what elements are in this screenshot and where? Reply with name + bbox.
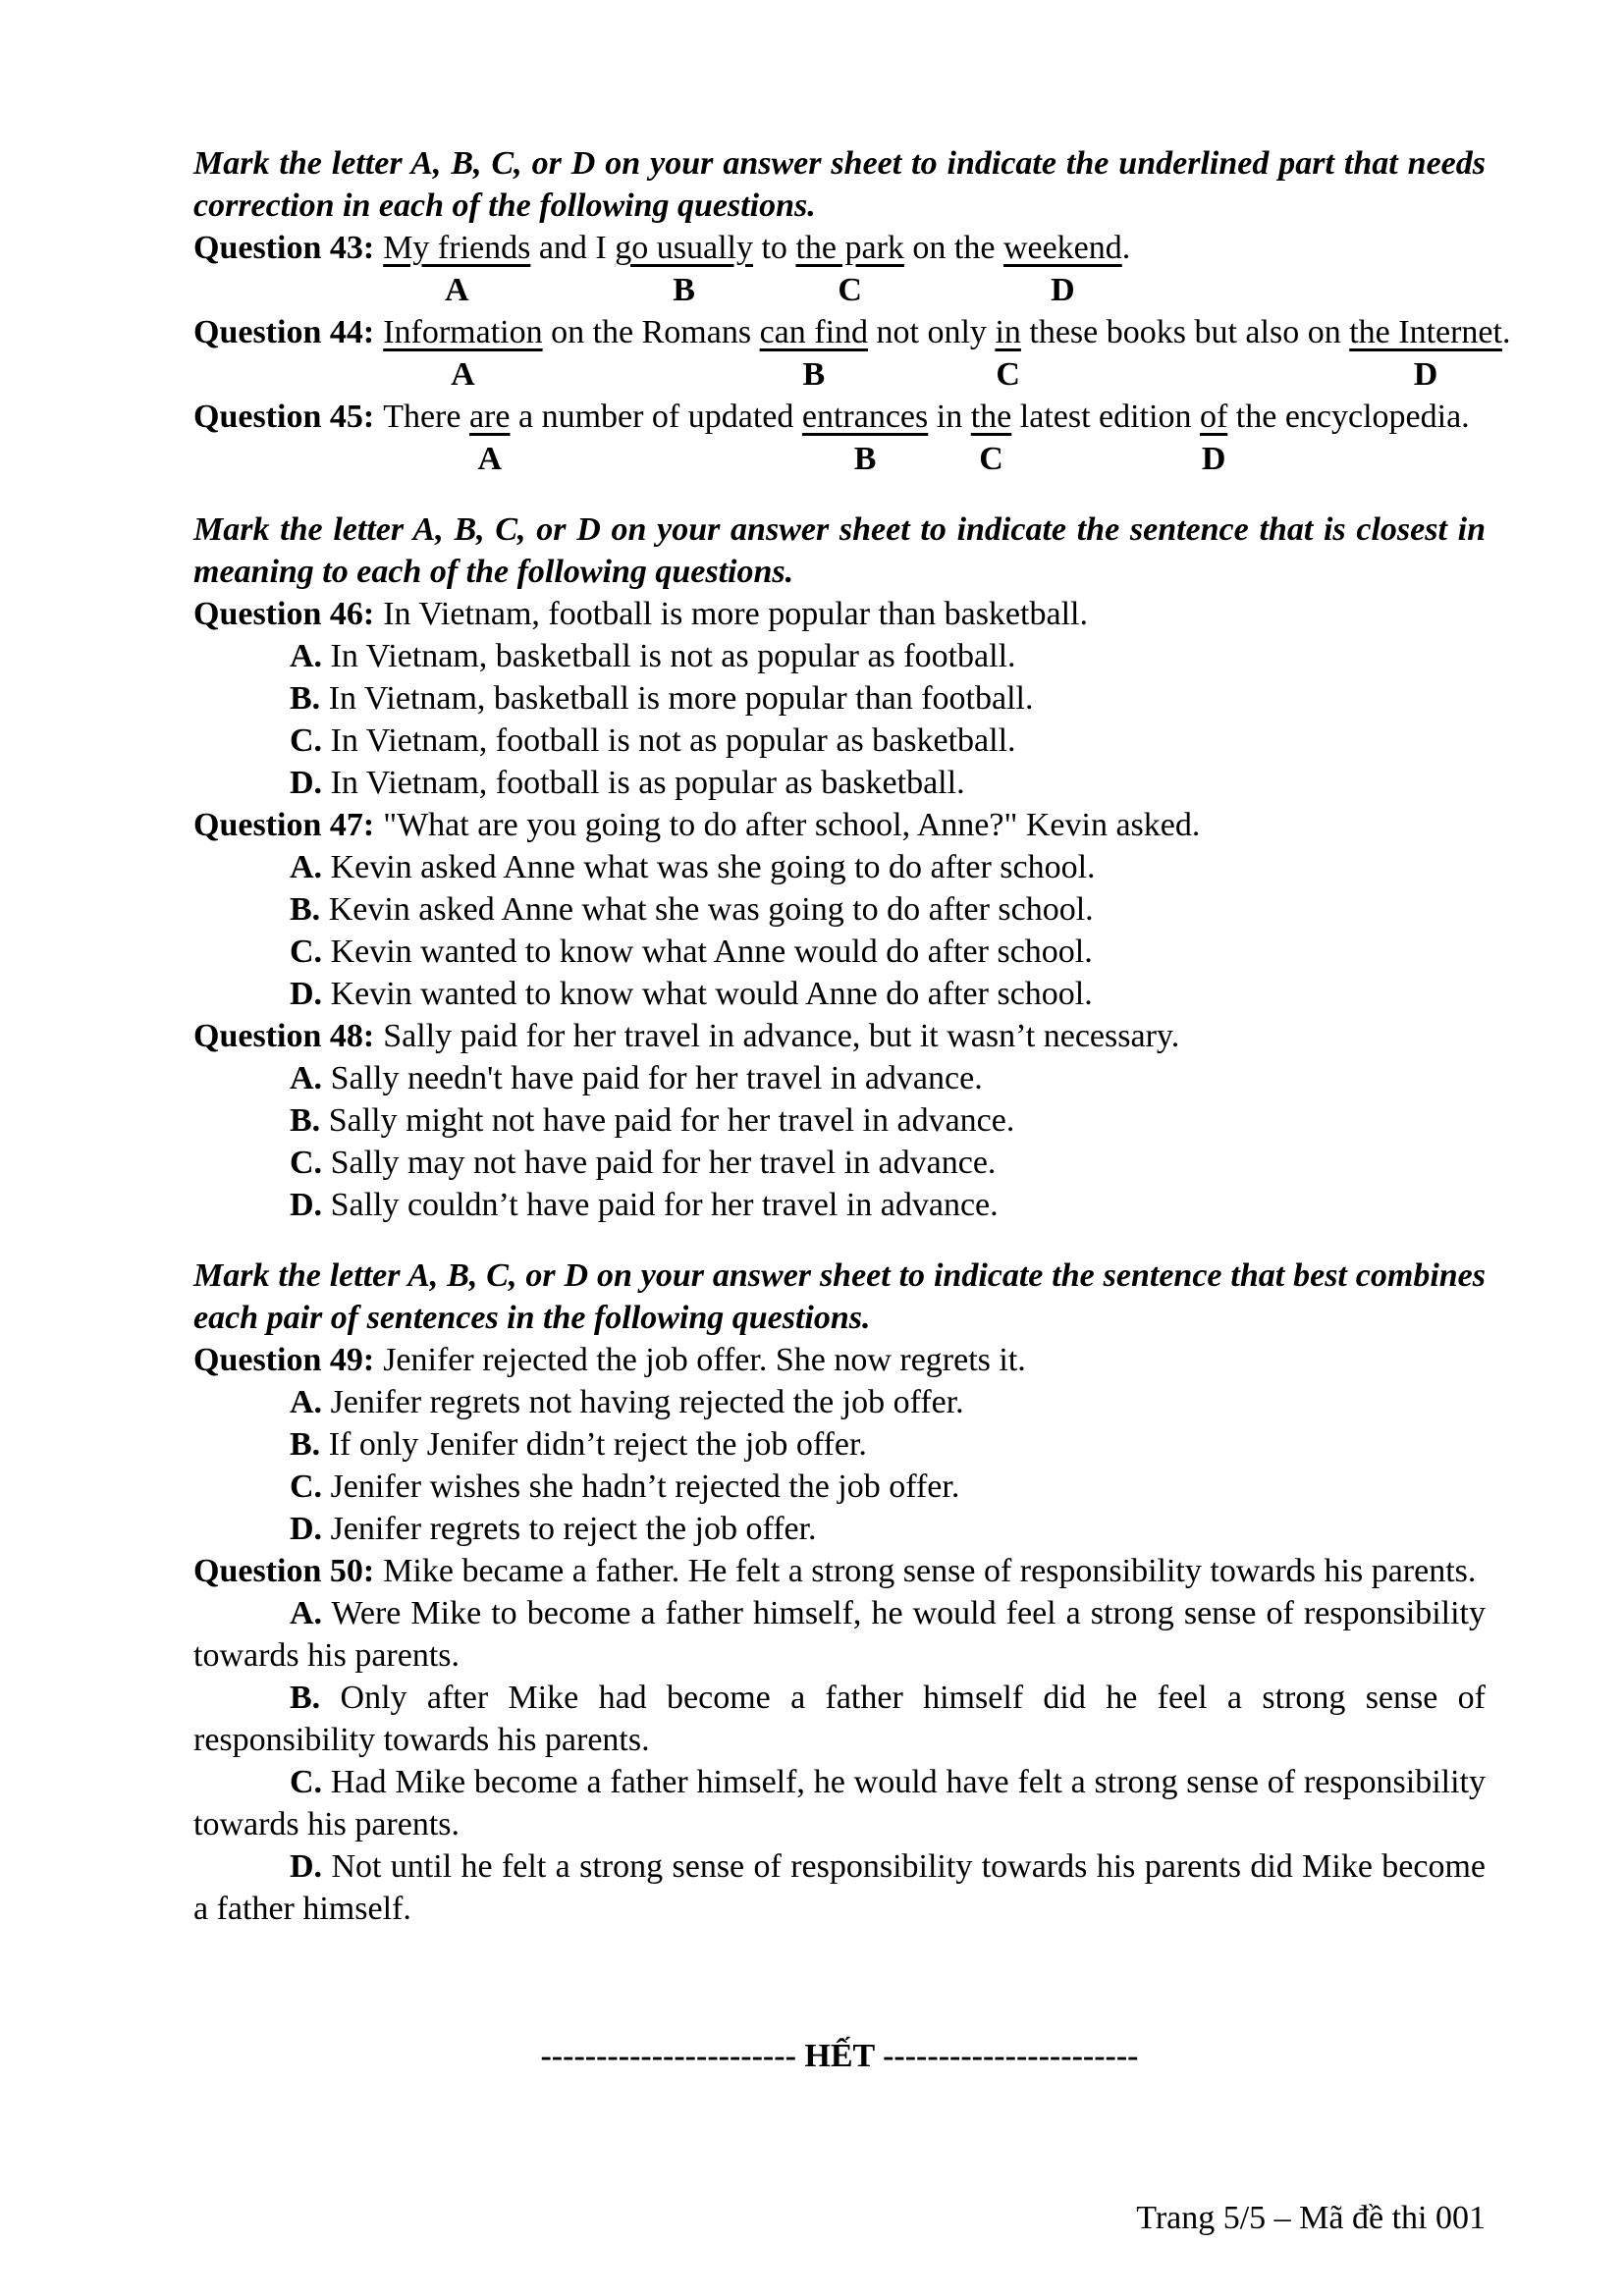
question-47-option-a [193,846,1486,888]
option-text: If only Jenifer didn’t reject the job offer. [328,1426,867,1463]
answer-letter-b: B [802,356,826,393]
question-48-option-c [193,1142,1486,1184]
text-part: and I [530,230,616,266]
text-part: on the Romans [542,314,760,350]
end-marker: ----------------------- HẾT ----------------------- [540,2038,1139,2074]
question-sentence [383,230,1130,266]
question-label: Question 46: [193,596,375,632]
option-text: Sally couldn’t have paid for her travel in advance. [330,1187,999,1223]
option-letter: C. [290,1145,323,1181]
option-letter: B. [290,1102,321,1139]
answer-letter-a: A [451,356,475,393]
section-error-identification [193,142,1511,480]
text-part: in [928,399,971,435]
answer-letter-row [193,438,1486,480]
question-label: Question 43: [193,230,375,266]
option-text: Kevin wanted to know what would Anne do after school. [330,976,1093,1012]
option-text: In Vietnam, football is not as popular as basketball. [330,722,1016,759]
option-text: Were Mike to become a father himself, he would feel a strong sense of responsibility towards his parents. [193,1595,1487,1674]
question-stem: Jenifer rejected the job offer. She now regrets it. [383,1342,1026,1378]
question-50-option-d [193,1845,1486,1930]
text-part: latest edition [1011,399,1200,435]
question-48-option-a [193,1057,1486,1099]
question-48-option-b [193,1099,1486,1142]
option-letter: A. [290,1595,323,1631]
underlined-part: entrances [801,399,929,435]
option-letter: B. [290,891,321,928]
question-50-option-c [193,1761,1486,1845]
answer-letter-c: C [838,272,862,308]
question-45 [193,396,1486,438]
question-stem: In Vietnam, football is more popular than basketball. [383,596,1088,632]
option-letter: D. [290,976,323,1012]
question-label: Question 44: [193,314,375,350]
underlined-part: are [468,399,511,435]
answer-letter-d: D [1201,441,1226,477]
question-label: Question 47: [193,807,375,843]
question-stem: "What are you going to do after school, Anne?" Kevin asked. [383,807,1201,843]
section-best-combines [193,1255,1486,1930]
question-44 [193,311,1511,353]
section-closest-meaning [193,508,1486,1226]
underlined-part: My friends [383,230,531,266]
question-48-option-d [193,1184,1486,1226]
answer-letter-row [193,353,1486,396]
page-footer: Trang 5/5 – Mã đề thi 001 [1136,2200,1486,2236]
question-46 [193,593,1486,635]
option-letter: D. [290,1511,323,1547]
underlined-part: go usually [615,230,753,266]
option-text: In Vietnam, basketball is more popular than football. [328,680,1034,717]
text-part: a number of updated [510,399,802,435]
underlined-part: Information [383,314,543,350]
option-text: Sally might not have paid for her travel in advance. [328,1102,1015,1139]
option-letter: B. [290,1680,321,1716]
question-50 [193,1550,1486,1592]
question-stem: Mike became a father. He felt a strong sense of responsibility towards his parents. [383,1553,1477,1589]
question-stem: Sally paid for her travel in advance, but it wasn’t necessary. [383,1018,1180,1054]
question-label: Question 49: [193,1342,375,1378]
option-text: Sally may not have paid for her travel in advance. [330,1145,997,1181]
text-part: to [752,230,796,266]
answer-letter-c: C [996,356,1020,393]
answer-letter-d: D [1051,272,1075,308]
option-text: Only after Mike had become a father himself did he feel a strong sense of responsibility towards his parents. [193,1680,1486,1758]
question-49-option-a [193,1381,1486,1423]
answer-letter-b: B [673,272,695,308]
option-letter: A. [290,1384,323,1420]
question-46-option-d [193,762,1486,804]
question-46-option-c [193,720,1486,762]
option-text: Kevin wanted to know what Anne would do after school. [330,934,1093,970]
option-letter: D. [290,1187,323,1223]
section-instruction: Mark the letter A, B, C, or D on your answer sheet to indicate the underlined part that needs correction in each of the following questions. [193,145,1486,224]
option-letter: B. [290,1426,321,1463]
option-text: Jenifer regrets not having rejected the job offer. [330,1384,964,1420]
question-50-option-b [193,1677,1486,1761]
question-sentence [383,399,1469,435]
underlined-part: the [970,399,1012,435]
question-43 [193,227,1486,269]
question-46-option-a [193,635,1486,677]
option-text: In Vietnam, football is as popular as basketball. [330,765,965,801]
question-47 [193,804,1486,846]
text-part: not only [868,314,996,350]
answer-letter-d: D [1413,356,1438,393]
option-letter: C. [290,1468,323,1505]
option-letter: D. [290,1848,323,1885]
question-49-option-b [193,1423,1486,1466]
underlined-part: the Internet [1349,314,1502,350]
option-text: In Vietnam, basketball is not as popular as football. [330,638,1016,674]
section-instruction: Mark the letter A, B, C, or D on your answer sheet to indicate the sentence that is closest in meaning to each of the following questions. [193,511,1486,590]
underlined-part: the park [795,230,904,266]
option-text: Not until he felt a strong sense of responsibility towards his parents did Mike become a father himself. [193,1848,1486,1927]
option-text: Kevin asked Anne what was she going to do after school. [330,849,1096,885]
option-letter: A. [290,638,323,674]
question-49-option-d [193,1508,1486,1550]
underlined-part: in [995,314,1021,350]
option-letter: A. [290,849,323,885]
text-part: . [1121,230,1131,266]
question-47-option-b [193,888,1486,931]
answer-letter-b: B [853,441,877,477]
option-letter: A. [290,1060,323,1096]
question-label: Question 45: [193,399,375,435]
option-text: Kevin asked Anne what she was going to do after school. [328,891,1094,928]
question-47-option-c [193,931,1486,973]
option-text: Jenifer regrets to reject the job offer. [330,1511,817,1547]
option-text: Had Mike become a father himself, he would have felt a strong sense of responsibility towards his parents. [193,1764,1487,1842]
question-49 [193,1339,1486,1381]
answer-letter-c: C [979,441,1003,477]
answer-letter-row [193,269,1486,311]
option-letter: D. [290,765,323,801]
option-letter: C. [290,722,323,759]
answer-letter-a: A [477,441,502,477]
text-part: There [383,399,469,435]
text-part: . [1501,314,1511,350]
question-sentence [383,314,1510,350]
text-part: the encyclopedia. [1227,399,1470,435]
option-letter: C. [290,1764,323,1800]
exam-content [193,142,1511,2077]
underlined-part: weekend [1002,230,1122,266]
option-letter: B. [290,680,321,717]
question-49-option-c [193,1466,1486,1508]
question-48 [193,1015,1486,1057]
question-50-option-a [193,1592,1486,1677]
question-label: Question 48: [193,1018,375,1054]
question-47-option-d [193,973,1486,1015]
option-text: Sally needn't have paid for her travel in advance. [330,1060,983,1096]
question-46-option-b [193,677,1486,720]
text-part: on the [903,230,1003,266]
option-letter: C. [290,934,323,970]
option-text: Jenifer wishes she hadn’t rejected the job offer. [330,1468,960,1505]
text-part: these books but also on [1020,314,1350,350]
question-label: Question 50: [193,1553,375,1589]
underlined-part: of [1199,399,1228,435]
underlined-part: can find [759,314,869,350]
section-instruction: Mark the letter A, B, C, or D on your answer sheet to indicate the sentence that best combines each pair of sentences in the following questions. [193,1257,1486,1336]
answer-letter-a: A [444,272,469,308]
